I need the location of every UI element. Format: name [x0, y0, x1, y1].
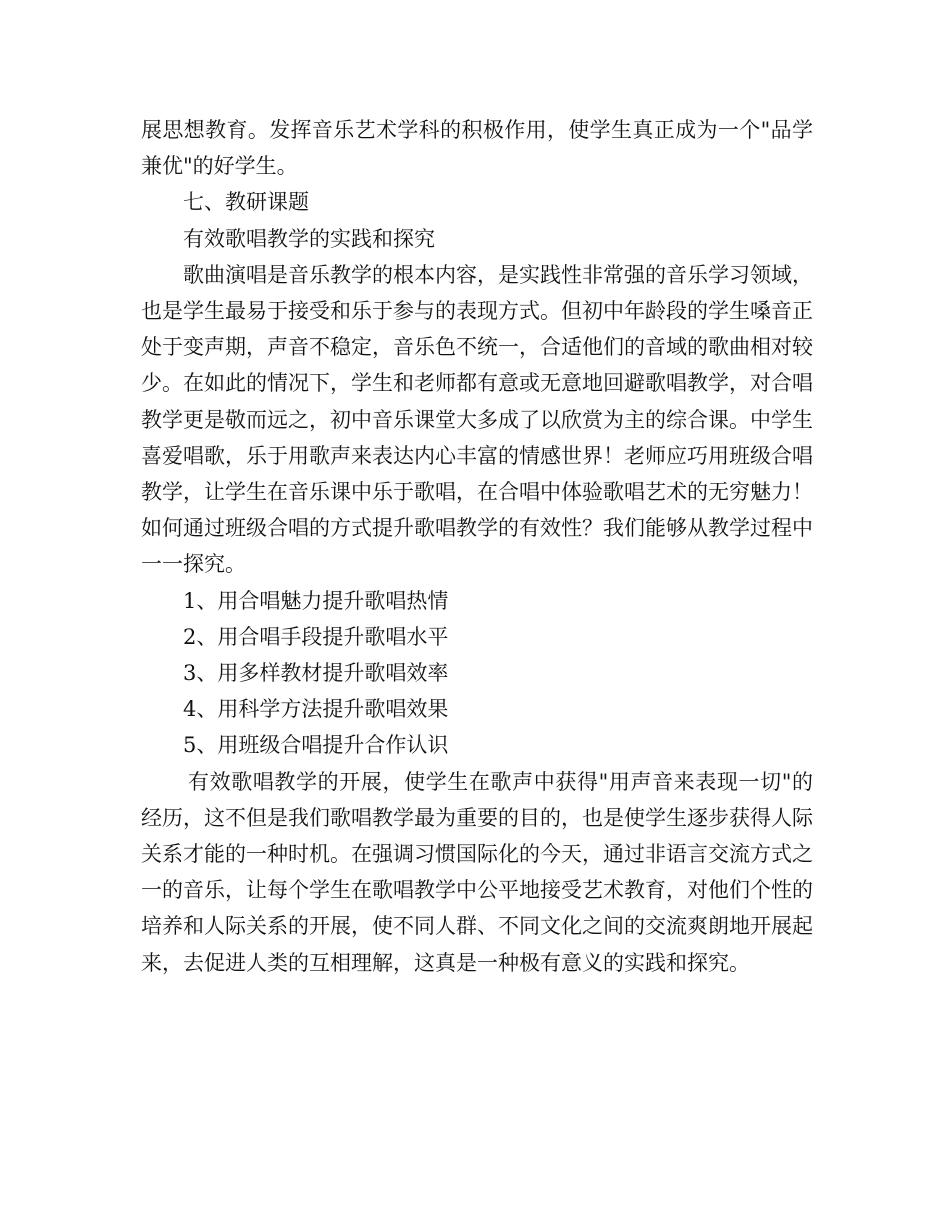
document-body	[141, 112, 813, 981]
topic-title: 有效歌唱教学的实践和探究	[183, 226, 435, 251]
paragraph-continuation: 展思想教育。发挥音乐艺术学科的积极作用，使学生真正成为一个"品学兼优"的好学生。	[141, 118, 813, 179]
list-item: 4、用科学方法提升歌唱效果	[183, 697, 449, 722]
paragraph-intro: 歌曲演唱是音乐教学的根本内容，是实践性非常强的音乐学习领域，也是学生最易于接受和乐于参与的表现方式。但初中年龄段的学生嗓音正处于变声期，声音不稳定，音乐色不统一，合适他们的音域的歌曲相对较少。在如此的情况下，学生和老师都有意或无意地回避歌唱教学，对合唱教学更是敬而远之，初中音乐课堂大多成了以欣赏为主的综合课。中学生喜爱唱歌，乐于用歌声来表达内心丰富的情感世界！老师应巧用班级合唱教学，让学生在音乐课中乐于歌唱，在合唱中体验歌唱艺术的无穷魅力！如何通过班级合唱的方式提升歌唱教学的有效性？我们能够从教学过程中一一探究。	[141, 262, 813, 577]
list-item: 2、用合唱手段提升歌唱水平	[183, 624, 449, 649]
list-item: 3、用多样教材提升歌唱效率	[183, 661, 449, 686]
list-item: 5、用班级合唱提升合作认识	[183, 733, 449, 758]
list-item: 1、用合唱魅力提升歌唱热情	[183, 588, 449, 613]
paragraph-conclusion: 有效歌唱教学的开展，使学生在歌声中获得"用声音来表现一切"的经历，这不但是我们歌唱教学最为重要的目的，也是使学生逐步获得人际关系才能的一种时机。在强调习惯国际化的今天，通过非语言交流方式之一的音乐，让每个学生在歌唱教学中公平地接受艺术教育，对他们个性的培养和人际关系的开展，使不同人群、不同文化之间的交流爽朗地开展起来，去促进人类的互相理解，这真是一种极有意义的实践和探究。	[141, 769, 813, 975]
section-heading: 七、教研课题	[183, 190, 309, 215]
